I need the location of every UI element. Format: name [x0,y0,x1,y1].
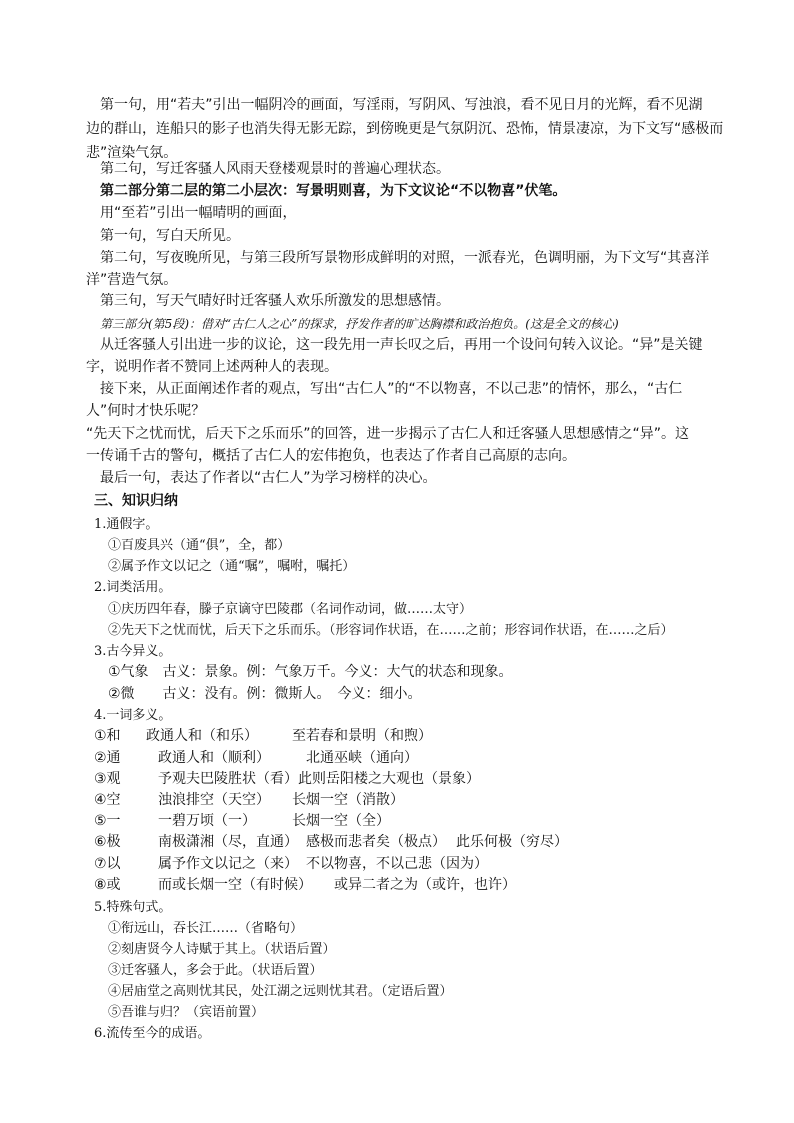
polysemy-word: ⑤一 [94,813,121,829]
polysemy-example-b: 北通巫峡（通向） [306,750,418,766]
polysemy-example-a: 政通人和（顺利） [158,750,270,766]
paragraph-line: 人”何时才快乐呢？ [86,403,206,419]
paragraph-line: 第三句，写天气晴好时迁客骚人欢乐所激发的思想感情。 [100,293,450,309]
list-item: ②先天下之忧而忧，后天下之乐而乐。（形容词作状语，在……之前；形容词作状语，在……之后） [108,623,674,638]
list-item: ①庆历四年春，滕子京谪守巴陵郡（名词作动词，做……太守） [108,602,473,617]
paragraph-line: 第二句，写夜晚所见，与第三段所写景物形成鲜明的对照，一派春光，色调明丽，为下文写“其喜洋 [100,250,710,266]
list-item: ④居庙堂之高则忧其民，处江湖之远则忧其君。（定语后置） [108,984,453,999]
polysemy-word: ②通 [94,750,121,766]
paragraph-line: 边的群山，连船只的影子也消失得无影无踪，到傍晚更是气氛阴沉、恐怖，情景凄凉，为下文写“感极而 [86,121,724,137]
paragraph-line: 一传诵千古的警句，概括了古仁人的宏伟抱负，也表达了作者自己高原的志向。 [86,448,576,464]
list-item: ⑤吾谁与归？（宾语前置） [108,1005,265,1020]
polysemy-example-b: 长烟一空（全） [292,813,390,829]
item-heading: 2.词类活用。 [94,580,172,595]
item-heading: 1.通假字。 [94,517,159,532]
list-item: ②微 古义：没有。例：微斯人。 今义：细小。 [108,686,422,702]
part-heading: 第三部分(第5段)：借对“古仁人之心”的探求，抒发作者的旷达胸襟和政治抱负。(这是全文的核心) [100,317,619,331]
polysemy-example-a: 而或长烟一空（有时候） [158,877,312,893]
paragraph-line: 悲”渲染气氛。 [86,145,178,161]
polysemy-example-a: 政通人和（和乐） [146,728,258,744]
polysemy-example-c: 此乐何极（穷尽） [456,834,568,850]
list-item: ②刻唐贤今人诗赋于其上。（状语后置） [108,942,336,957]
paragraph-line: 洋”营造气氛。 [86,272,178,288]
polysemy-example-b: 此则岳阳楼之大观也（景象） [298,771,480,787]
paragraph-line: 第一句，写白天所见。 [100,228,240,244]
paragraph-line: 从迁客骚人引出进一步的议论，这一段先用一声长叹之后，再用一个设问句转入议论。“异”是关键 [100,337,703,353]
polysemy-example-a: 属予作文以记之（来） [158,856,298,872]
polysemy-example-b: 至若春和景明（和煦） [292,728,432,744]
polysemy-example-b: 不以物喜，不以己悲（因为） [306,856,488,872]
polysemy-example-b: 长烟一空（消散） [292,792,404,808]
polysemy-word: ③观 [94,771,121,787]
subsection-heading: 第二部分第二层的第二小层次：写景明则喜，为下文议论“不以物喜”伏笔。 [100,183,567,199]
polysemy-word: ⑧或 [94,877,121,893]
paragraph-line: 第一句，用“若夫”引出一幅阴冷的画面，写淫雨，写阴风、写浊浪，看不见日月的光辉，看不见湖 [100,97,703,113]
polysemy-word: ①和 [94,728,121,744]
item-heading: 6.流传至今的成语。 [94,1026,211,1041]
list-item: ②属予作文以记之（通“嘱”，嘱咐，嘱托） [108,559,356,574]
polysemy-example-b: 或异二者之为（或许，也许） [334,877,516,893]
item-heading: 3.古今异义。 [94,644,172,659]
paragraph-line: 接下来，从正面阐述作者的观点，写出“古仁人”的“不以物喜，不以己悲”的情怀，那么，“古仁 [100,381,683,397]
paragraph-line: “先天下之忧而忧，后天下之乐而乐”的回答，进一步揭示了古仁人和迁客骚人思想感情之“异”。这 [86,426,690,442]
polysemy-word: ④空 [94,792,121,808]
list-item: ③迁客骚人，多会于此。（状语后置） [108,963,323,978]
paragraph-line: 第二句，写迁客骚人风雨天登楼观景时的普遍心理状态。 [100,161,450,177]
list-item: ①气象 古义：景象。例：气象万千。今义：大气的状态和现象。 [108,664,513,680]
item-heading: 5.特殊句式。 [94,900,172,915]
paragraph-line: 最后一句，表达了作者以“古仁人”为学习榜样的决心。 [100,470,437,486]
polysemy-word: ⑥极 [94,834,121,850]
item-heading: 4.一词多义。 [94,708,172,723]
polysemy-word: ⑦以 [94,856,121,872]
polysemy-example-a: 浊浪排空（天空） [158,792,270,808]
polysemy-example-a: 一碧万顷（一） [158,813,256,829]
section-title: 三、知识归纳 [94,493,178,509]
paragraph-line: 用“至若”引出一幅晴明的画面， [100,205,297,221]
list-item: ①百废具兴（通“俱”，全，都） [108,538,291,553]
polysemy-example-a: 予观夫巴陵胜状（看） [158,771,298,787]
list-item: ①衔远山，吞长江……（省略句） [108,921,304,936]
polysemy-example-b: 感极而悲者矣（极点） [306,834,446,850]
paragraph-line: 字，说明作者不赞同上述两种人的表现。 [86,359,338,375]
polysemy-example-a: 南极潇湘（尽，直通） [158,834,298,850]
